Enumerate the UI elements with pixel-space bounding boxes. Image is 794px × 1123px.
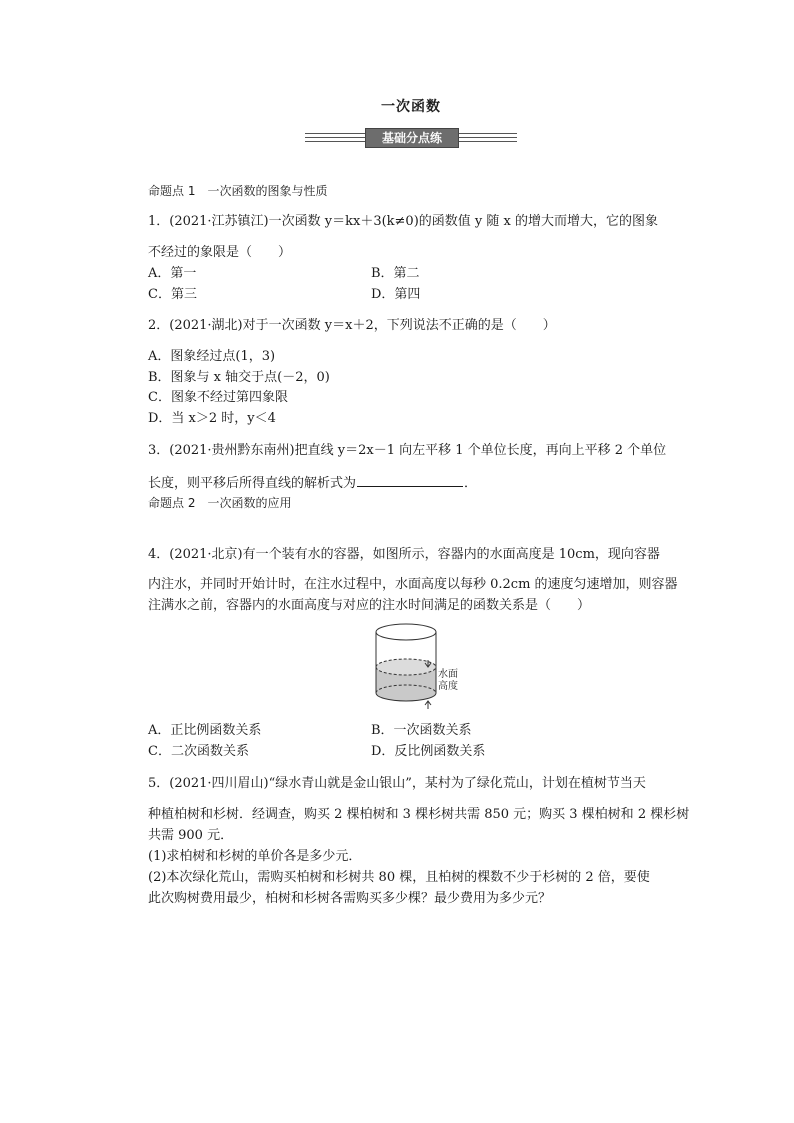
- figure-label-line2: 高度: [438, 681, 458, 692]
- q4-stem-line3: 注满水之前，容器内的水面高度与对应的注水时间满足的函数关系是（ ）: [148, 598, 591, 613]
- container-rim: [376, 624, 436, 640]
- q1-option-b: B．第二: [371, 266, 420, 281]
- banner-label: 基础分点练: [365, 128, 459, 148]
- q1-option-c: C．第三: [148, 287, 197, 302]
- q1-stem-line2: 不经过的象限是（ ）: [148, 245, 292, 260]
- q5-stem-line2: 种植柏树和杉树．经调查，购买 2 棵柏树和 3 棵杉树共需 850 元；购买 3 棵柏树和 2 棵杉树: [148, 807, 690, 822]
- q5-stem-line1: 5．(2021·四川眉山)“绿水青山就是金山银山”，某村为了绿化荒山，计划在植树节当天: [148, 776, 646, 791]
- section-heading-2: 命题点 2 一次函数的应用: [148, 496, 292, 510]
- q3-stem-line2: [148, 472, 477, 493]
- page-title: 一次函数: [381, 99, 441, 115]
- q5-stem-line3: 共需 900 元．: [148, 828, 234, 843]
- q5-sub2-line1: (2)本次绿化荒山，需购买柏树和杉树共 80 棵，且柏树的棵数不少于杉树的 2 倍，要使: [148, 870, 650, 885]
- q2-option-a: A．图象经过点(1，3): [148, 349, 276, 364]
- section-banner: [305, 127, 517, 147]
- q1-option-d: D．第四: [371, 287, 421, 302]
- figure-label-line1: 水面: [438, 669, 458, 680]
- q2-stem: 2．(2021·湖北)对于一次函数 y＝x＋2，下列说法不正确的是（ ）: [148, 318, 556, 333]
- q4-stem-line1: 4．(2021·北京)有一个装有水的容器，如图所示，容器内的水面高度是 10cm，现向容器: [148, 547, 660, 562]
- q4-stem-line2: 内注水，并同时开始计时，在注水过程中，水面高度以每秒 0.2cm 的速度匀速增加，则容器: [148, 577, 678, 592]
- q4-option-d: D．反比例函数关系: [371, 744, 486, 759]
- q4-option-b: B．一次函数关系: [371, 723, 472, 738]
- q4-option-a: A．正比例函数关系: [148, 723, 262, 738]
- q3-stem-text: 长度，则平移后所得直线的解析式为: [148, 476, 357, 491]
- q1-stem-line1: 1．(2021·江苏镇江)一次函数 y＝kx＋3(k≠0)的函数值 y 随 x 的增大而增大，它的图象: [148, 214, 658, 229]
- water-container-figure: [360, 622, 470, 712]
- q3-stem-line1: 3．(2021·贵州黔东南州)把直线 y＝2x－1 向左平移 1 个单位长度，再向上平移 2 个单位: [148, 443, 667, 458]
- q2-option-d: D．当 x＞2 时，y＜4: [148, 411, 276, 426]
- q2-option-b: B．图象与 x 轴交于点(－2，0): [148, 370, 330, 385]
- q5-sub1: (1)求柏树和杉树的单价各是多少元．: [148, 849, 362, 864]
- q3-answer-blank: [357, 472, 463, 487]
- section-heading-1: 命题点 1 一次函数的图象与性质: [148, 184, 328, 198]
- q2-option-c: C．图象不经过第四象限: [148, 390, 288, 405]
- q1-option-a: A．第一: [148, 266, 197, 281]
- q4-option-c: C．二次函数关系: [148, 744, 249, 759]
- q3-stem-end: ．: [464, 476, 478, 491]
- q5-sub2-line2: 此次购树费用最少，柏树和杉树各需购买多少棵？最少费用为多少元？: [148, 891, 552, 906]
